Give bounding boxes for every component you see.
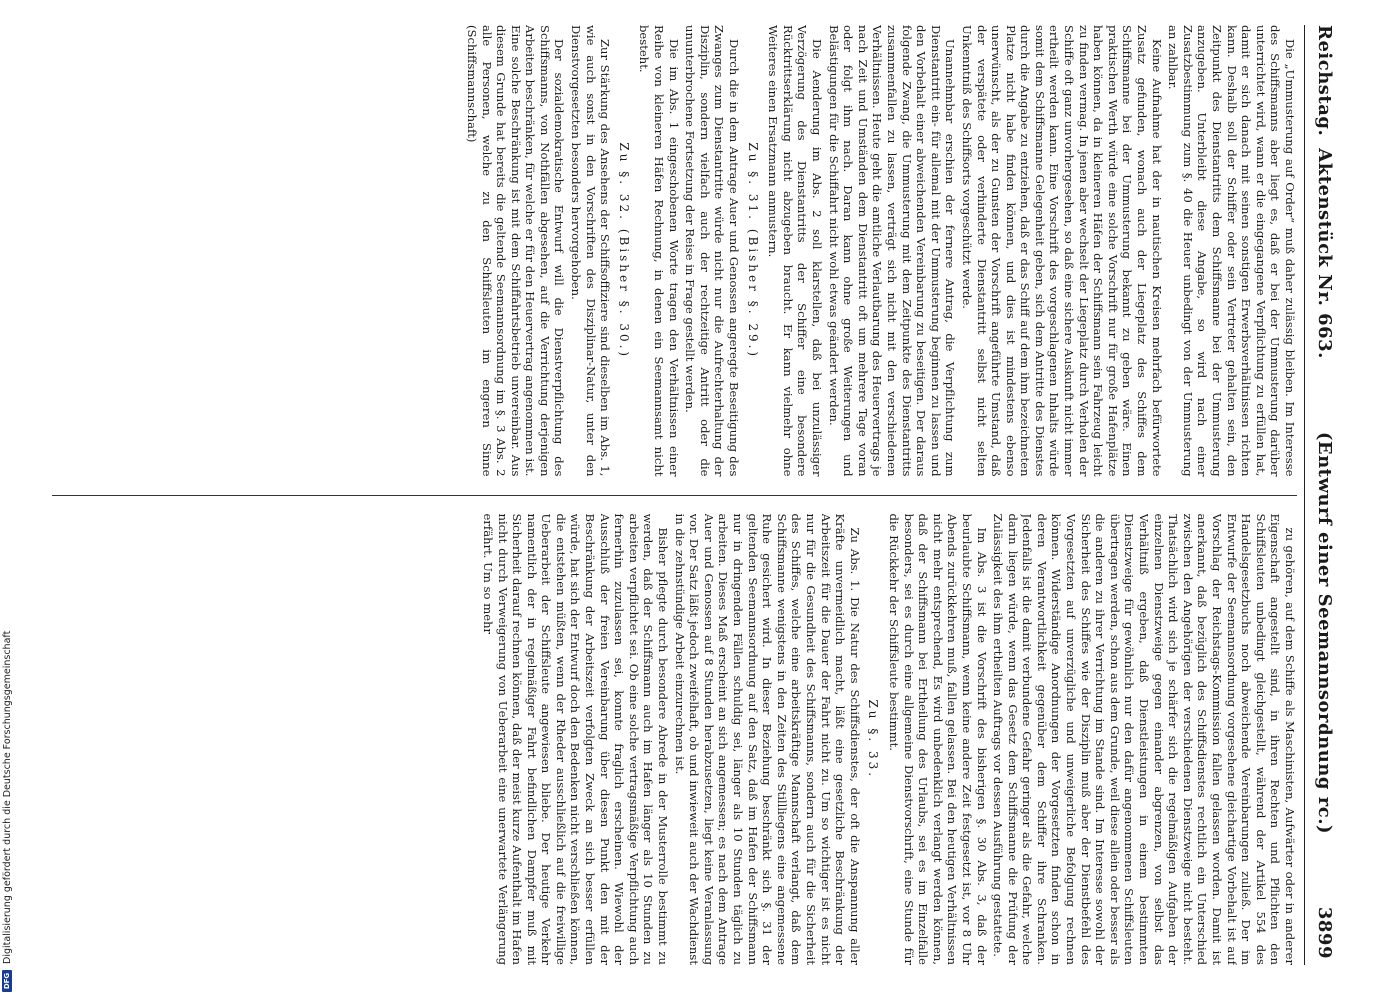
column-right [52,514,1297,966]
credit-text: Digitalisierung gefördert durch die Deutsche Forschungsgemeinschaft [1,630,13,964]
paragraph: Die „Ummusterung auf Order“ muß daher zulässig bleiben. Im Interesse des Schiffsmanns aber liegt es, daß er bei der Ummusterung darüber unterrichtet wird, wann er die eingegangene Verpflichtung zu erfüllen hat, damit er sich danach mit seinen sonstigen Erwerbsverhältnissen richten kann. Deshalb soll der Schiffer oder sein Vertreter gehalten sein, den Zeitpunkt des Dienstantritts dem Schiffsmanne bei der Ummusterung anzugeben. Unterbleibt diese Angabe, so wird nach einer Zusatzbestimmung zum §. 40 die Heuer unbedingt von der Ummusterung an zahlbar. [1166,25,1297,477]
text-columns [52,25,1297,965]
paragraph: Die Aenderung im Abs. 2 soll klarstellen, daß bei unzulässiger Verzögerung des Dienstantritts der Schiffer eine besondere Rücktrittserklärung nicht abzugeben braucht. Er kann vielmehr ohne Weiteres einen Ersatzmann anmustern. [766,25,824,477]
header-center-title: (Entwurf einer Seemannsordnung rc.) [1314,431,1336,834]
dfg-logo: DFG [2,970,12,992]
document-page [45,25,1345,965]
paragraph: Im Abs. 3 ist die Vorschrift des bisherigen §. 30 Abs. 3, daß der beurlaubte Schiffsmann, wenn keine andere Zeit festgesetzt ist, vor 8 Uhr Abends zurückkehren muß, fallen gelassen. Bei den heutigen Verhältnissen nicht mehr entsprechend, Es wird unbedenklich verlangt werden können, daß der Schiffsmann bei Ertheilung des Urlaubs, sei es im Einzelfalle besonders, sei es durch eine allgemeine Dienstvorschrift, eine Stunde für die Rückkehr der Schiffsleute bestimmt. [886,513,989,965]
paragraph: Der sozialdemokratische Entwurf will die Dienstverpflichtung des Schiffsmanns, von Nothfällen abgesehen, auf die Verrichtung derjenigen Arbeiten beschränken, für welche er für den Heuervertrag angenommen ist. Eine solche Beschränkung ist mit dem Schiffahrtsbetrieb unvereinbar. Aus diesem Grunde hat bereits die geltende Seemannsordnung im §. 3 Abs. 2 alle Personen, welche zu den Schiffsleuten im engeren Sinne (Schiffsmannschaft) [464,25,567,477]
section-heading: Zu §. 31. (Bisher §. 29.) [745,142,760,360]
page-header [1304,25,1345,965]
section-heading: Zu §. 32. (Bisher §. 30.) [616,142,631,360]
page-number: 3899 [1314,906,1336,959]
paragraph: Keine Aufnahme hat der in nautischen Kreisen mehrfach befürwortete Zusatz gefunden, wonach auch der Liegeplatz des Schiffes dem Schiffsmanne bei der Ummusterung bekannt zu geben wäre. Einen praktischen Werth würde eine solche Vorschrift nur für große Hafenplätze haben können, da in kleineren Häfen der Schiffsmann sein Fahrzeug leicht zu finden vermag. In jenen aber wechselt der Liegeplatz durch Verholen der Schiffe oft ganz unvorhergesehen, so daß eine sichere Auskunft nicht immer ertheilt werden kann. Eine Vorschrift des vorgeschlagenen Inhalts würde somit dem Schiffsmanne Gelegenheit geben, sich dem Antritte des Dienstes durch die Angabe zu entziehen, daß er das Schiff auf dem ihm bezeichneten Platze nicht habe finden können, und dies ist mindestens ebenso unerwünscht, als der zu Gunsten der Vorschrift angeführte Umstand, daß der verspätete oder verhinderte Dienstantritt selbst nicht selten Unkenntniß des Schiffsorts vorgeschützt werde. [959,25,1164,477]
column-left [52,25,1297,477]
digitization-credit [0,0,14,1000]
header-reichstag: Reichstag. [1314,25,1336,137]
header-left [1315,25,1336,359]
section-heading: Zu §. 33. [866,699,881,780]
paragraph: Bisher pflegte durch besondere Abrede in der Musterrolle bestimmt zu werden, daß der Schiffsmann auch im Hafen länger als 10 Stunden zu arbeiten verpflichtet sei. Ob eine solche vertragsmäßige Verpflichtung auch fernerhin zuzulassen sei, konnte fraglich erscheinen. Wiewohl der Ausschluß der freien Vereinbarung über diesen Punkt den mit der Beschränkung der Arbeitszeit verfolgten Zweck an sich besser erfüllen würde, hat sich der Entwurf doch den Bedenken nicht verschließen können, die entstehen müßten, wenn der Rheder ausschließlich auf die freiwillige Ueberarbeit der Schiffsleute angewiesen bliebe. Der heutige Verkehr namentlich der in regelmäßiger Fahrt befindlichen Dampfer muß mit Sicherheit darauf rechnen können, daß der meist kurze Aufenthalt im Hafen nicht durch Verweigerung von Ueberarbeit eine unerwartete Verlängerung erfährt. Um so mehr [480,513,671,965]
column-divider [52,495,1297,496]
paragraph: Unannehmbar erschien der fernere Antrag, die Verpflichtung zum Dienstantritt ein- für allemal mit der Ummusterung beginnen zu lassen und den Vorbehalt einer abweichenden Vereinbarung zu beseitigen. Der daraus folgende Zwang, die Ummusterung mit dem Zeitpunkte des Dienstantritts zusammenfallen zu lassen, verträgt sich nicht mit den verschiedenen Verhältnissen. Heute geht die amtliche Verlautbarung des Heuervertrags je nach Zeit und Umständen dem Dienstantritt oft um mehrere Tage voran oder folgt ihm nach. Daran kann ohne große Weiterungen und Belästigungen für die Schiffahrt nicht wohl etwas geändert werden. [826,25,958,477]
paragraph: Durch die in dem Antrage Auer und Genossen angeregte Beseitigung des Zwanges zum Dienstantritte würde nicht nur die Aufrechterhaltung der Disziplin, sondern vielfach auch der rechtzeitige Antritt oder die ununterbrochene Fortsetzung der Reise in Frage gestellt werden. [683,25,742,477]
paragraph: Zur Stärkung des Ansehens der Schiffsoffiziere sind dieselben im Abs. 1, wie auch sonst in den Vorschriften des Disziplinar-Natur, unter den Dienstvorgesetzten besonders hervorgehoben. [569,25,613,477]
header-doc-label: Aktenstück Nr. 663. [1314,148,1336,359]
paragraph: zu gehören, auf dem Schiffe als Maschinisten, Aufwärter oder in anderer Eigenschaft angestellt sind, in ihren Rechten und Pflichten den Schiffsleuten unbedingt gleichgestellt, während der Artikel 554 des Handelsgesetzbuchs noch abweichende Vereinbarungen zuließ. Der im Entwurfe der Seemannsordnung vorgesehene gleichartige Vorbehalt ist auf Vorschlag der Reichstags-Kommission fallen gelassen worden. Damit ist anerkannt, daß bezüglich des Schiffsdienstes rechtlich ein Unterschied zwischen den Angehörigen der verschiedenen Dienstzweige nicht besteht. Thatsächlich wird sich je schärfer sich die regelmäßigen Aufgaben der einzelnen Dienstzweige gegen einander abgrenzen, von selbst das Verhältniß ergeben, daß Dienstleistungen in einem bestimmten Dienstzweige für gewöhnlich nur den dafür angenommenen Schiffsleuten übertragen werden, schon aus dem Grunde, weil diese allein oder besser als die anderen zu ihrer Verrichtung im Stande sind. Im Interesse sowohl der Sicherheit des Schiffes wie der Disziplin muß aber der Dienstbefehl des Vorgesetzten auf unverzügliche und unweigerliche Befolgung rechnen können. Widerständige Anordnungen der Vorgesetzten finden schon in deren Verantwortlichkeit gegenüber dem Schiffer ihre Schranken. Jedenfalls ist die damit verbundene Gefahr geringer als die Gefahr, welche darin liegen würde, wenn das Gesetz dem Schiffsmanne die Prüfung der Zulässigkeit des ihm ertheilten Auftrags vor dessen Ausführung gestattete. [991,513,1297,965]
paragraph: Zu Abs. 1. Die Natur des Schiffsdienstes, der oft die Anspannung aller Kräfte unvermeidlich macht, läßt eine gesetzliche Beschränkung der Arbeitszeit für die Dauer der Fahrt nicht zu. Um so wichtiger ist es nicht nur für die Gesundheit des Schiffsmanns, sondern auch für die Sicherheit des Schiffes, welche eine arbeitskräftige Mannschaft verlangt, daß dem Schiffsmanne wenigstens in den Zeiten des Stillliegens eine angemessene Ruhe gesichert wird. In dieser Beziehung beschränkt sich §. 31 der geltenden Seemannsordnung auf den Satz, daß im Hafen der Schiffsmann nur in dringenden Fällen schuldig sei, länger als 10 Stunden täglich zu arbeiten. Dieses Maß erscheint an sich angemessen; es nach dem Antrage Auer und Genossen auf 8 Stunden herabzusetzen, liegt keine Veranlassung vor. Der Satz läßt jedoch zweifelhaft, ob und inwieweit auch der Wachdienst in die zehnstündige Arbeit einzurechnen ist. [672,513,862,965]
paragraph: Die im Abs. 1 eingeschobenen Worte tragen den Verhältnissen einer Reihe von kleineren Häfen Rechnung, in denen ein Seemannsamt nicht besteht. [637,25,681,477]
